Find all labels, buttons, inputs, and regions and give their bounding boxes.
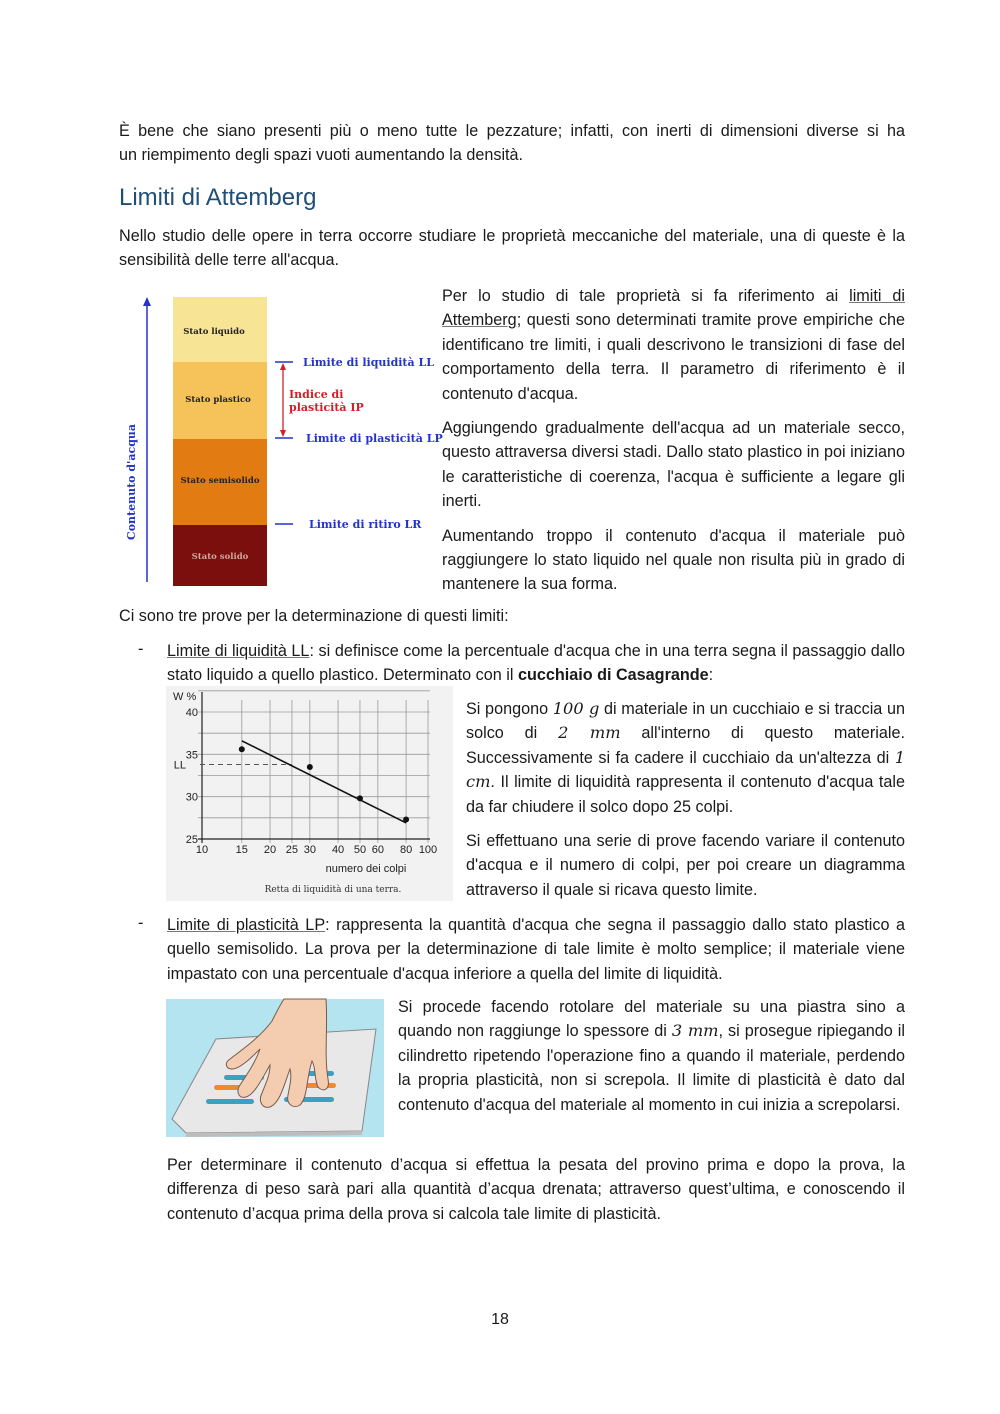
x-tick-label: 60 bbox=[371, 844, 384, 856]
y-axis-title: W % bbox=[173, 691, 197, 703]
groove-value: 2 mm bbox=[558, 723, 621, 743]
state-solid-label: Stato solido bbox=[191, 552, 249, 562]
ll-right-column bbox=[466, 697, 905, 902]
state-liquid-label: Stato liquido bbox=[183, 327, 245, 337]
text-span: di materiale in un cucchiaio e si traccia un solco di bbox=[466, 700, 905, 743]
water-content-axis-label: Contenuto d'acqua bbox=[125, 423, 138, 541]
chart-caption: Retta di liquidità di una terra. bbox=[264, 885, 402, 895]
x-tick-label: 10 bbox=[195, 844, 209, 856]
ll-diagram-paragraph: Si effettuano una serie di prove facendo variare il contenuto d'acqua e il numero di colpi, per poi creare un diagramma attraverso il quale si ricava questo limite. bbox=[466, 832, 905, 899]
attemberg-limits-link[interactable]: limiti di Attemberg bbox=[442, 287, 905, 330]
text-span: . Il limite di liquidità rappresenta il contenuto d'acqua tale da far chiudere il solco dopo 25 colpi. bbox=[466, 773, 905, 816]
water-addition-paragraph: Aggiungendo gradualmente dell'acqua ad un materiale secco, questo attraversa diversi stadi. Dallo stato plastico in poi iniziano le caratteristiche di coerenza, l'acqua è sufficiente a legare gli inerti. bbox=[442, 419, 905, 511]
ll-term: Limite di liquidità LL bbox=[167, 642, 310, 660]
height-value: 1 cm bbox=[466, 747, 905, 792]
text-span: ; questi sono determinati tramite prove empiriche che identificano tre limiti, i quali descrivono le transizioni di fase del comportamento della terra. Il parametro di riferimento è il contenuto d'acqua. bbox=[442, 311, 905, 403]
x-tick-label: 25 bbox=[285, 844, 299, 856]
data-point bbox=[403, 817, 409, 823]
y-tick-label: 40 bbox=[185, 707, 198, 719]
ll-procedure-paragraph bbox=[466, 697, 905, 819]
lp-procedure-paragraph bbox=[398, 995, 905, 1117]
y-tick-label: 30 bbox=[185, 791, 198, 804]
section-title: Limiti di Attemberg bbox=[119, 184, 317, 211]
x-tick-label: 20 bbox=[263, 844, 277, 856]
thickness-value: 3 mm bbox=[671, 1021, 719, 1041]
bullet-dash-ll: - bbox=[138, 640, 144, 658]
liquid-state-paragraph: Aumentando troppo il contenuto d'acqua il materiale può raggiungere lo stato liquido nel quale non risulta più in grado di mantenere la sua forma. bbox=[442, 526, 905, 594]
x-tick-label: 30 bbox=[303, 844, 316, 856]
x-tick-label: 100 bbox=[418, 844, 438, 856]
y-tick-label: 25 bbox=[185, 834, 198, 846]
shrinkage-limit-label: Limite di ritiro LR bbox=[309, 518, 422, 531]
ll-definition bbox=[167, 639, 905, 688]
data-point bbox=[307, 764, 313, 770]
text-span: : bbox=[708, 666, 714, 685]
bullet-dash-lp: - bbox=[138, 914, 144, 932]
text-span: : rappresenta la quantità d'acqua che segna il passaggio dallo stato plastico a quello semisolido. La prova per la determinazione di tale limite è molto semplice; il materiale viene impastato con una percentuale d'acqua inferiore a quella del limite di liquidità. bbox=[167, 916, 906, 983]
page-number: 18 bbox=[491, 1311, 509, 1328]
y-tick-label: 35 bbox=[185, 749, 198, 762]
liquidity-line-chart bbox=[166, 686, 453, 901]
intro-line-1: È bene che siano presenti più o meno tutte le pezzature; infatti, con inerti di dimensioni diverse si ha bbox=[119, 122, 905, 140]
lp-water-content-paragraph: Per determinare il contenuto d’acqua si effettua la pesata del provino prima e dopo la prova, la differenza di peso sarà pari alla quantità d’acqua drenata; attraverso quest’ultima, e conoscendo il contenuto d’acqua prima della prova si calcola tale limite di plasticità. bbox=[167, 1156, 905, 1223]
state-semisolid-label: Stato semisolido bbox=[180, 476, 260, 486]
attemberg-limits-figure bbox=[117, 292, 443, 587]
plasticity-index-label-2: plasticità IP bbox=[289, 401, 364, 414]
text-span: : si definisce come la percentuale d'acqua che in una terra segna il passaggio dallo stato liquido a quello plastico. Determinato con il bbox=[167, 642, 906, 685]
mass-value: 100 g bbox=[552, 699, 600, 718]
intro-line-2: un riempimento degli spazi vuoti aumentando la densità. bbox=[119, 146, 524, 164]
casagrande-cup-bold: cucchiaio di Casagrande bbox=[517, 666, 709, 685]
data-point bbox=[239, 746, 245, 752]
plastic-limit-rolling-illustration bbox=[166, 999, 384, 1137]
text-span: Per lo studio di tale proprietà si fa riferimento ai bbox=[442, 287, 850, 305]
text-span: Si pongono bbox=[466, 700, 553, 718]
x-tick-label: 80 bbox=[399, 844, 413, 856]
ll-axis-marker: LL bbox=[173, 759, 186, 772]
x-axis-title: numero dei colpi bbox=[325, 863, 407, 875]
text-span: , si prosegue ripiegando il cilindretto ripetendo l'operazione fino a quando il materiale, perdendo la propria plasticità, non si screpola. Il limite di plasticità è dato dal contenuto d'acqua del materiale al momento in cui inizia a screpolarsi. bbox=[398, 1022, 905, 1114]
right-column-text bbox=[442, 284, 905, 597]
plasticity-index-label-1: Indice di bbox=[289, 388, 344, 401]
state-plastic-label: Stato plastico bbox=[185, 395, 251, 405]
text-span: all'interno di questo materiale. Successivamente si fa cadere il cucchiaio da un'altezza di bbox=[466, 724, 905, 767]
attemberg-intro-paragraph bbox=[442, 284, 905, 406]
x-tick-label: 15 bbox=[235, 844, 248, 856]
x-tick-label: 50 bbox=[353, 844, 367, 856]
lp-term: Limite di plasticità LP bbox=[167, 916, 326, 934]
text-span: Si procede facendo rotolare del materiale su una piastra sino a quando non raggiunge lo spessore di bbox=[398, 998, 905, 1041]
x-tick-label: 40 bbox=[331, 844, 345, 856]
tests-intro: Ci sono tre prove per la determinazione di questi limiti: bbox=[119, 607, 509, 625]
plastic-limit-label: Limite di plasticità LP bbox=[306, 432, 443, 445]
data-point bbox=[357, 795, 363, 801]
lp-definition bbox=[167, 913, 905, 986]
liquid-limit-label: Limite di liquidità LL bbox=[303, 356, 434, 369]
study-paragraph: Nello studio delle opere in terra occorre studiare le proprietà meccaniche del materiale, una di queste è la sensibilità delle terre all'acqua. bbox=[119, 227, 905, 270]
